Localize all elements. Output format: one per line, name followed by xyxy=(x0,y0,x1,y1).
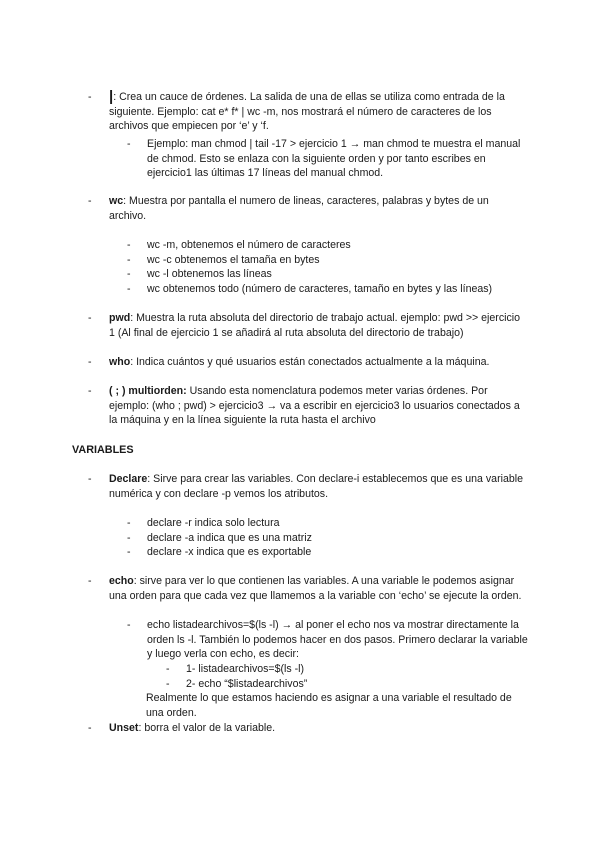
echo-name: echo xyxy=(109,575,134,587)
list-item-unset xyxy=(88,721,528,736)
echo-note: Realmente lo que estamos haciendo es asignar a una variable el resultado de una orden. xyxy=(146,692,512,719)
bullet-dash: - xyxy=(88,722,92,734)
who-name: who xyxy=(109,356,131,368)
section-heading: VARIABLES xyxy=(72,444,134,456)
pwd-name: pwd xyxy=(109,312,131,324)
list-item-multiorden xyxy=(88,384,528,428)
pipe-symbol: | xyxy=(109,88,114,105)
bullet-dash: - xyxy=(127,138,131,150)
list-item-pwd xyxy=(88,311,528,340)
bullet-dash: - xyxy=(88,473,92,485)
bullet-dash: - xyxy=(88,195,92,207)
list-item-pipe xyxy=(88,90,528,134)
list-item-declare-option: - declare -r indica solo lectura xyxy=(127,517,280,529)
bullet-dash: - xyxy=(88,385,92,397)
list-item-wc-option: - wc -m, obtenemos el número de caracteres xyxy=(127,239,351,251)
bullet-dash: - xyxy=(88,312,92,324)
declare-name: Declare xyxy=(109,473,148,485)
unset-name: Unset xyxy=(109,722,139,734)
echo-description: : sirve para ver lo que contienen las variables. A una variable le podemos asignar una orden para que cada vez que llamemos a la variable con ‘echo’ se ejecute la orden. xyxy=(109,575,522,602)
wc-name: wc xyxy=(109,195,124,207)
bullet-dash: - xyxy=(127,619,131,631)
bullet-dash: - xyxy=(127,546,131,558)
list-item-pipe-example xyxy=(127,137,528,181)
list-item-echo-step: - 2- echo “$listadearchivos” xyxy=(166,678,308,690)
bullet-dash: - xyxy=(127,254,131,266)
list-item-echo-example xyxy=(127,618,528,662)
pwd-description: : Muestra la ruta absoluta del directorio de trabajo actual. ejemplo: pwd >> ejercicio 1 (Al final de ejercicio 1 se añadirá al ruta absoluta del directorio de trabajo) xyxy=(109,312,521,339)
list-item-declare-option: - declare -a indica que es una matriz xyxy=(127,532,312,544)
bullet-dash: - xyxy=(127,532,131,544)
bullet-dash: - xyxy=(127,268,131,280)
list-item-declare-option: - declare -x indica que es exportable xyxy=(127,546,312,558)
list-item-echo xyxy=(88,574,528,603)
declare-description: : Sirve para crear las variables. Con declare-i establecemos que es una variable numérica y con declare -p vemos los atributos. xyxy=(109,473,523,500)
list-item-wc-option: - wc -c obtenemos el tamaña en bytes xyxy=(127,254,320,266)
multiorden-description: Usando esta nomenclatura podemos meter varias órdenes. Por ejemplo: (who ; pwd) > ejercicio3 → va a escribir en ejercicio3 lo usuarios conectados a la máquina y en la línea siguiente la ruta hasta el archivo xyxy=(109,385,520,427)
list-item-wc-option: - wc obtenemos todo (número de caracteres, tamaño en bytes y las líneas) xyxy=(127,283,493,295)
echo-example-text: echo listadearchivos=$(ls -l) → al poner el echo nos va mostrar directamente la orden ls -l. También lo podemos hacer en dos pasos. Primero declarar la variable y luego verla con echo, es decir: xyxy=(147,619,528,661)
list-item-wc-option: - wc -l obtenemos las líneas xyxy=(127,268,272,280)
who-description: : Indica cuántos y qué usuarios están conectados actualmente a la máquina. xyxy=(130,356,490,368)
bullet-dash: - xyxy=(88,575,92,587)
list-item-declare xyxy=(88,472,528,501)
list-item-who xyxy=(88,355,528,370)
pipe-description: : Crea un cauce de órdenes. La salida de una de ellas se utiliza como entrada de la siguiente. Ejemplo: cat e* f* | wc -m, nos mostrará el número de caracteres de los archivos que empiecen por ‘e’ y ‘f. xyxy=(109,91,505,133)
bullet-dash: - xyxy=(88,356,92,368)
list-item-wc xyxy=(88,194,528,223)
bullet-dash: - xyxy=(127,239,131,251)
bullet-dash: - xyxy=(127,517,131,529)
bullet-dash: - xyxy=(88,91,92,103)
wc-description: : Muestra por pantalla el numero de lineas, caracteres, palabras y bytes de un archivo. xyxy=(109,195,489,222)
list-item-echo-step: - 1- listadearchivos=$(ls -l) xyxy=(166,663,305,675)
pipe-example-text: Ejemplo: man chmod | tail -17 > ejercicio 1 → man chmod te muestra el manual de chmod. Esto se enlaza con la siguiente orden y por tanto escribes en ejercicio1 las últimas 17 líneas del manual chmod. xyxy=(147,138,521,180)
bullet-dash: - xyxy=(166,663,170,675)
unset-description: : borra el valor de la variable. xyxy=(138,722,276,734)
multiorden-name: ( ; ) multiorden: xyxy=(109,385,187,397)
bullet-dash: - xyxy=(127,283,131,295)
bullet-dash: - xyxy=(166,678,170,690)
